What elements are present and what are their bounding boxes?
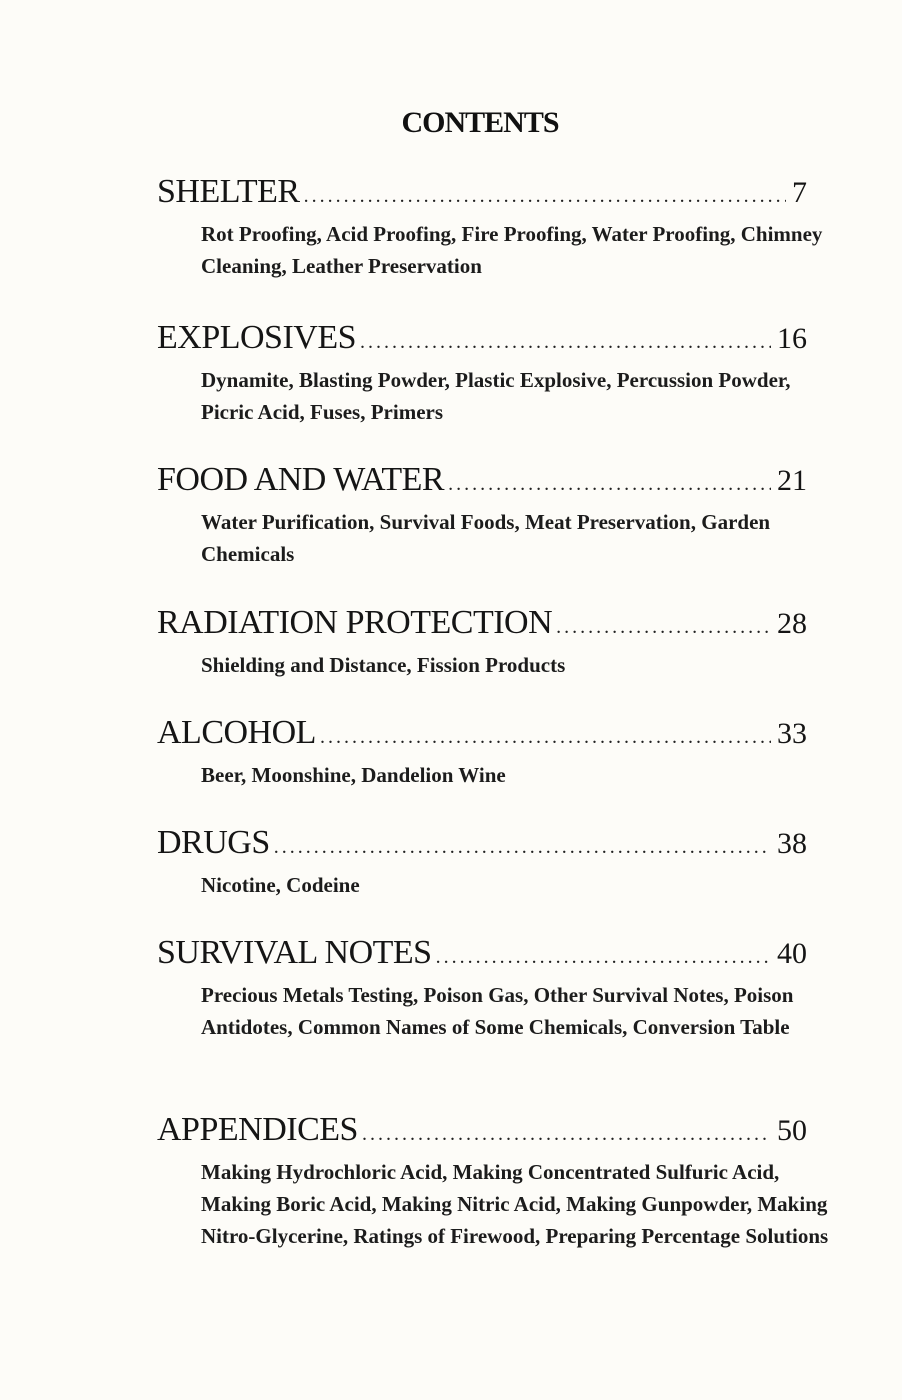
toc-description: Shielding and Distance, Fission Products <box>201 653 566 677</box>
dot-leader <box>360 322 771 362</box>
toc-description: Beer, Moonshine, Dandelion Wine <box>201 763 506 787</box>
toc-entry-appendices <box>157 1110 829 1252</box>
toc-heading: ALCOHOL <box>157 714 316 751</box>
toc-heading-row <box>157 713 807 757</box>
dot-leader <box>304 176 786 216</box>
toc-heading: APPENDICES <box>157 1111 358 1148</box>
toc-page-number: 40 <box>777 937 807 970</box>
toc-page-number: 21 <box>777 464 807 497</box>
toc-entry-radiation-protection <box>157 603 807 681</box>
toc-entry-alcohol <box>157 713 807 791</box>
toc-heading: EXPLOSIVES <box>157 319 357 356</box>
toc-heading: RADIATION PROTECTION <box>157 604 553 641</box>
toc-entry-shelter <box>157 172 823 282</box>
toc-heading: DRUGS <box>157 824 270 861</box>
toc-entry-drugs <box>157 823 807 901</box>
toc-heading-row <box>157 460 807 504</box>
toc-page-number: 16 <box>777 322 807 355</box>
toc-heading-row <box>157 823 807 867</box>
toc-heading-row <box>157 603 807 647</box>
toc-page-number: 38 <box>777 827 807 860</box>
toc-entry-food-and-water <box>157 460 807 570</box>
dot-leader <box>362 1114 771 1154</box>
toc-page-number: 28 <box>777 607 807 640</box>
toc-description: Dynamite, Blasting Powder, Plastic Explosive, Percussion Powder, Picric Acid, Fuses, Primers <box>201 368 791 424</box>
toc-description: Water Purification, Survival Foods, Meat Preservation, Garden Chemicals <box>201 510 771 566</box>
toc-heading: SURVIVAL NOTES <box>157 934 432 971</box>
dot-leader <box>448 464 771 504</box>
toc-heading-row <box>157 1110 807 1154</box>
toc-heading: SHELTER <box>157 173 300 210</box>
dot-leader <box>436 937 771 977</box>
toc-description: Making Hydrochloric Acid, Making Concentrated Sulfuric Acid, Making Boric Acid, Making Nitric Acid, Making Gunpowder, Making Nitro-Glycerine, Ratings of Firewood, Preparing Percentage Solutions <box>201 1160 829 1248</box>
dot-leader <box>556 607 771 647</box>
page-title: CONTENTS <box>401 106 559 139</box>
toc-heading-row <box>157 172 807 216</box>
toc-description: Precious Metals Testing, Poison Gas, Other Survival Notes, Poison Antidotes, Common Names of Some Chemicals, Conversion Table <box>201 983 794 1039</box>
toc-description: Nicotine, Codeine <box>201 873 360 897</box>
toc-description: Rot Proofing, Acid Proofing, Fire Proofing, Water Proofing, Chimney Cleaning, Leather Preservation <box>201 222 823 278</box>
toc-heading-row <box>157 933 807 977</box>
toc-page-number: 33 <box>777 717 807 750</box>
toc-entry-explosives <box>157 318 807 428</box>
toc-entry-survival-notes <box>157 933 807 1043</box>
toc-heading: FOOD AND WATER <box>157 461 445 498</box>
dot-leader <box>274 827 771 867</box>
dot-leader <box>320 717 771 757</box>
toc-page-number: 50 <box>777 1114 807 1147</box>
toc-heading-row <box>157 318 807 362</box>
toc-page-number: 7 <box>792 176 807 209</box>
